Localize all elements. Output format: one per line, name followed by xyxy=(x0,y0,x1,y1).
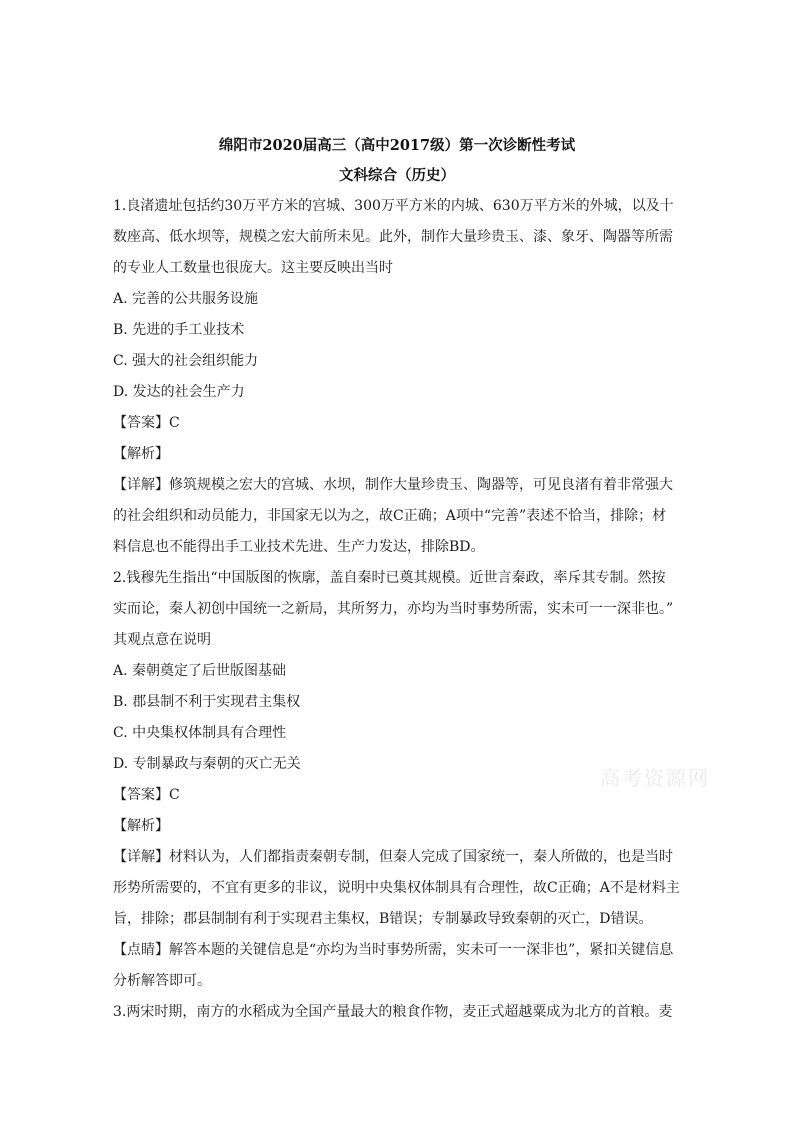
q1-option-a: A. 完善的公共服务设施 xyxy=(113,291,259,307)
q1-stem-line-2: 数座高、低水坝等，规模之宏大前所未见。此外，制作大量珍贵玉、漆、象牙、陶器等所需 xyxy=(113,229,673,245)
exam-title: 绵阳市2020届高三（高中2017级）第一次诊断性考试 xyxy=(218,137,576,154)
q1-analysis-heading: 【解析】 xyxy=(113,446,169,462)
q1-stem-line-3: 的专业人工数量也很庞大。这主要反映出当时 xyxy=(113,260,393,276)
q1-detail-line-3: 料信息也不能得出手工业技术先进、生产力发达，排除BD。 xyxy=(113,539,485,555)
q1-stem-line-1: 1.良渚遗址包括约30万平方米的宫城、300万平方米的内城、630万平方米的外城，以及十 xyxy=(113,198,674,214)
q2-detail-line-2: 形势所需要的，不宜有更多的非议，说明中央集权体制具有合理性，故C正确；A不是材料主 xyxy=(113,880,680,896)
q2-tip-line-1: 【点睛】解答本题的关键信息是“亦均为当时事势所需，实未可一一深非也”，紧扣关键信息 xyxy=(113,942,674,958)
q2-option-c: C. 中央集权体制具有合理性 xyxy=(113,725,287,741)
q1-option-d: D. 发达的社会生产力 xyxy=(113,384,245,400)
q1-detail-line-1: 【详解】修筑规模之宏大的宫城、水坝，制作大量珍贵玉、陶器等，可见良渚有着非常强大 xyxy=(113,477,673,493)
q2-option-b: B. 郡县制不利于实现君主集权 xyxy=(113,694,301,710)
exam-subtitle: 文科综合（历史） xyxy=(339,167,455,184)
q2-tip-line-2: 分析解答即可。 xyxy=(113,973,211,989)
q2-option-a: A. 秦朝奠定了后世版图基础 xyxy=(113,663,287,679)
q2-analysis-heading: 【解析】 xyxy=(113,818,169,834)
q2-answer: 【答案】C xyxy=(113,787,180,803)
q2-stem-line-1: 2.钱穆先生指出“中国版图的恢廓，盖自秦时已奠其规模。近世言秦政，率斥其专制。然按 xyxy=(113,570,666,586)
q1-answer: 【答案】C xyxy=(113,415,180,431)
watermark: 高考资源网 xyxy=(600,766,710,790)
q2-detail-line-3: 旨，排除；郡县制制有利于实现君主集权，B错误；专制暴政导致秦朝的灭亡，D错误。 xyxy=(113,911,653,927)
q2-option-d: D. 专制暴政与秦朝的灭亡无关 xyxy=(113,756,301,772)
q1-detail-line-2: 的社会组织和动员能力，非国家无以为之，故C正确；A项中“完善”表述不恰当，排除；材 xyxy=(113,508,667,524)
q1-option-c: C. 强大的社会组织能力 xyxy=(113,353,259,369)
q2-detail-line-1: 【详解】材料认为，人们都指责秦朝专制，但秦人完成了国家统一，秦人所做的，也是当时 xyxy=(113,849,673,865)
q2-stem-line-3: 其观点意在说明 xyxy=(113,632,211,648)
q1-option-b: B. 先进的手工业技术 xyxy=(113,322,245,338)
q3-stem-line-1: 3.两宋时期，南方的水稻成为全国产量最大的粮食作物，麦正式超越粟成为北方的首粮。麦 xyxy=(113,1004,673,1020)
q2-stem-line-2: 实而论，秦人初创中国统一之新局，其所努力，亦均为当时事势所需，实未可一一深非也。” xyxy=(113,601,674,617)
